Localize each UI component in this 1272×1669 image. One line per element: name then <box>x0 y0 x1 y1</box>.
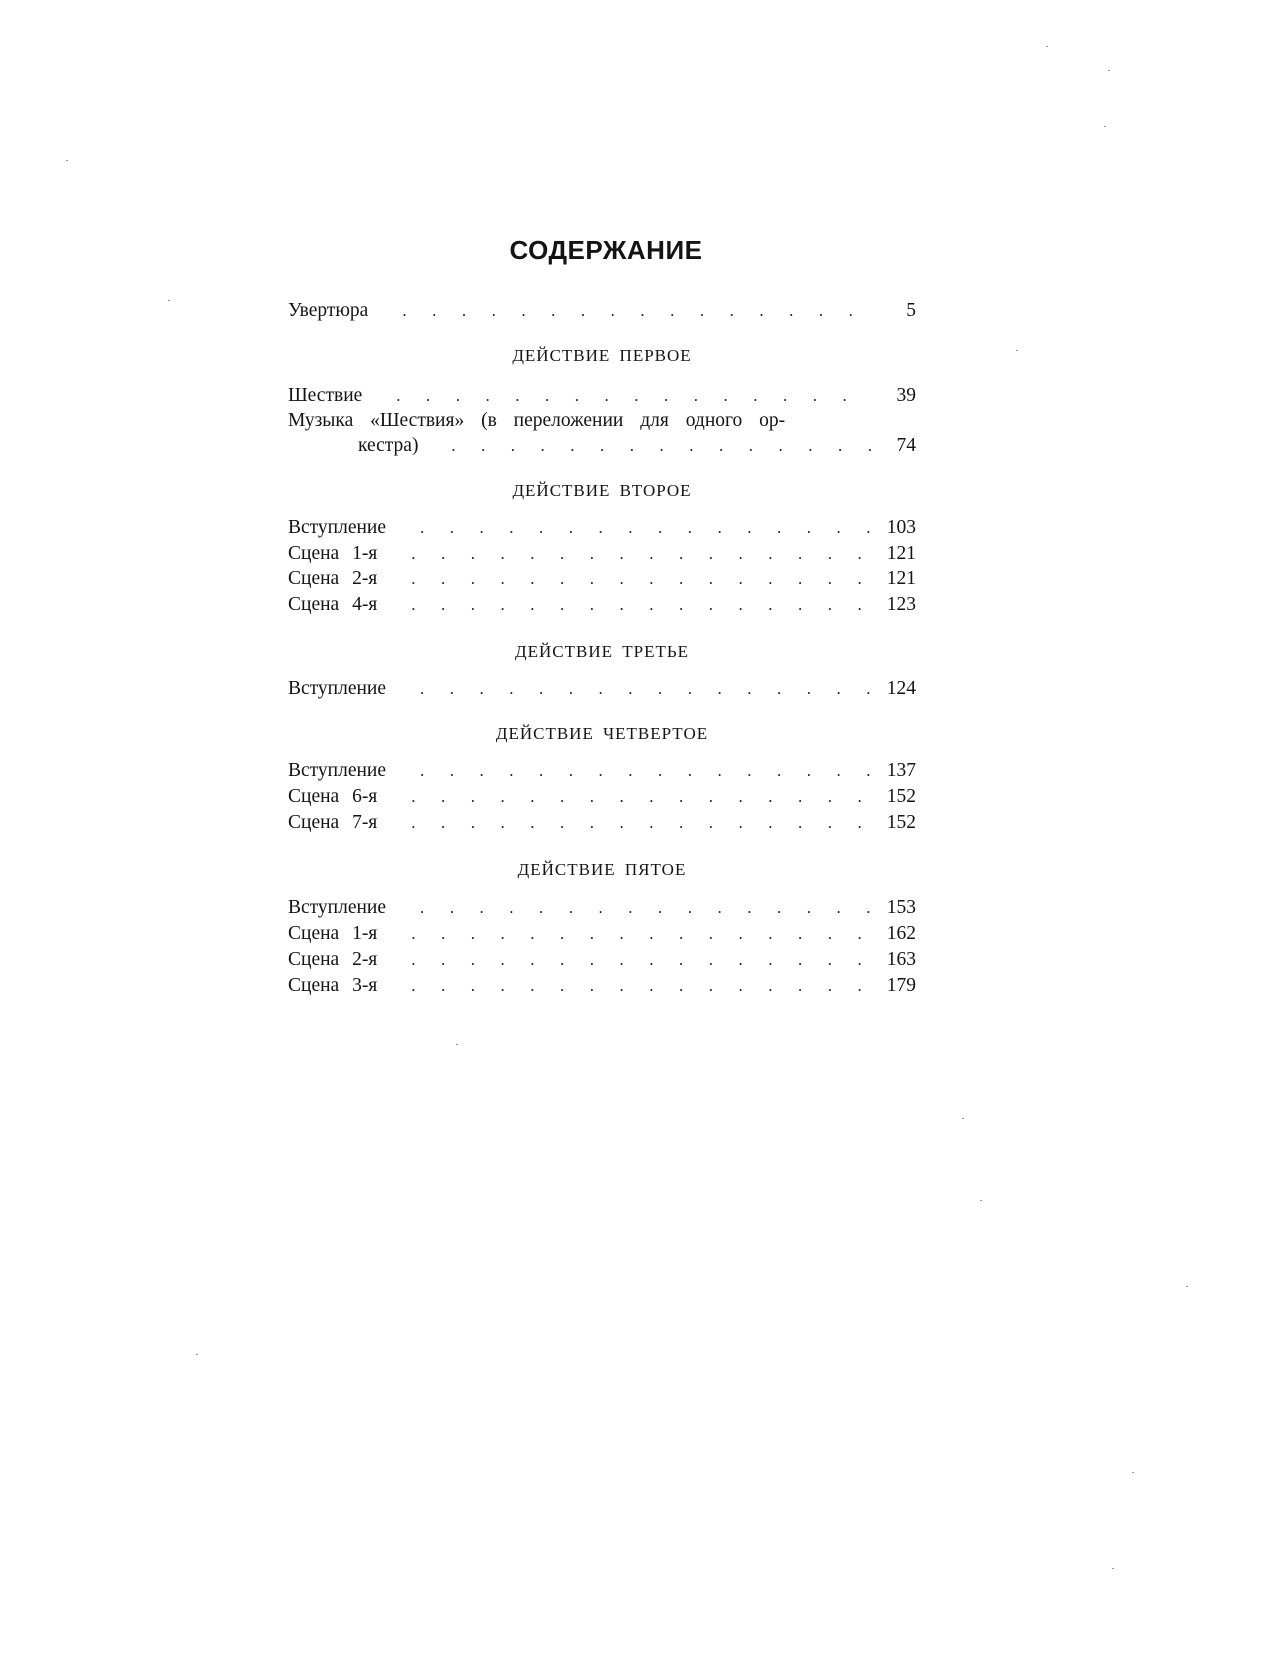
scan-speck <box>1112 1568 1114 1569</box>
dot-leader <box>420 895 872 921</box>
scan-speck <box>168 300 170 301</box>
act-heading-1: ДЕЙСТВИЕ ПЕРВОЕ <box>512 346 692 365</box>
dot-leader <box>396 383 872 409</box>
toc-entry[interactable] <box>288 541 916 567</box>
entry-label: Сцена 2-я <box>288 949 378 970</box>
entry-page-number: 162 <box>886 923 916 944</box>
dot-leader <box>452 433 872 459</box>
entry-label: Увертюра <box>288 300 369 321</box>
entry-page-number: 123 <box>886 594 916 615</box>
act-heading-2: ДЕЙСТВИЕ ВТОРОЕ <box>512 481 692 500</box>
entry-label: Вступление <box>288 897 387 918</box>
entry-label: Сцена 1-я <box>288 923 378 944</box>
entry-label: Сцена 3-я <box>288 975 378 996</box>
entry-page-number: 74 <box>896 435 916 456</box>
dot-leader <box>411 784 872 810</box>
scan-speck <box>1016 350 1018 351</box>
entry-label: Сцена 4-я <box>288 594 378 615</box>
toc-entry[interactable] <box>288 784 916 810</box>
entry-page-number: 137 <box>886 760 916 781</box>
dot-leader <box>411 592 872 618</box>
entry-page-number: 152 <box>886 786 916 807</box>
toc-entry-wrapped-continuation[interactable] <box>288 433 916 459</box>
entry-page-number: 163 <box>886 949 916 970</box>
entry-label: Сцена 1-я <box>288 543 378 564</box>
dot-leader <box>402 298 872 324</box>
scan-speck <box>196 1354 198 1355</box>
scan-speck <box>1132 1472 1134 1473</box>
toc-entry[interactable] <box>288 810 916 836</box>
scan-speck <box>1104 126 1106 127</box>
scan-speck <box>1108 70 1110 71</box>
scan-speck <box>1186 1286 1188 1287</box>
entry-page-number: 179 <box>886 975 916 996</box>
entry-page-number: 121 <box>886 543 916 564</box>
entry-label: Вступление <box>288 760 387 781</box>
toc-entry[interactable] <box>288 973 916 999</box>
entry-label: Сцена 6-я <box>288 786 378 807</box>
dot-leader <box>411 973 872 999</box>
toc-entry[interactable] <box>288 921 916 947</box>
entry-page-number: 124 <box>886 678 916 699</box>
toc-entry[interactable] <box>288 676 916 702</box>
dot-leader <box>420 676 872 702</box>
scan-speck <box>1046 46 1048 47</box>
entry-page-number: 39 <box>896 385 916 406</box>
dot-leader <box>411 566 872 592</box>
entry-page-number: 121 <box>886 568 916 589</box>
entry-page-number: 103 <box>886 517 916 538</box>
toc-entry[interactable] <box>288 566 916 592</box>
entry-label: Музыка «Шествия» (в переложении для одного ор- <box>288 410 786 431</box>
toc-entry[interactable] <box>288 895 916 921</box>
entry-label: Сцена 7-я <box>288 812 378 833</box>
scan-speck <box>980 1200 982 1201</box>
entry-label: Шествие <box>288 385 363 406</box>
toc-entry[interactable] <box>288 947 916 973</box>
toc-entry[interactable] <box>288 515 916 541</box>
dot-leader <box>411 541 872 567</box>
dot-leader <box>411 921 872 947</box>
toc-entry[interactable] <box>288 383 916 409</box>
dot-leader <box>420 515 872 541</box>
entry-label: Сцена 2-я <box>288 568 378 589</box>
entry-page-number: 152 <box>886 812 916 833</box>
entry-page-number: 153 <box>886 897 916 918</box>
dot-leader <box>420 758 872 784</box>
dot-leader <box>411 947 872 973</box>
toc-entry-overture[interactable] <box>288 298 916 324</box>
entry-label: Вступление <box>288 517 387 538</box>
scan-speck <box>962 1118 964 1119</box>
scan-speck <box>456 1044 458 1045</box>
dot-leader <box>411 810 872 836</box>
entry-page-number: 5 <box>906 300 916 321</box>
scan-speck <box>66 160 68 161</box>
act-heading-4: ДЕЙСТВИЕ ЧЕТВЕРТОЕ <box>495 724 709 743</box>
toc-entry[interactable] <box>288 758 916 784</box>
act-heading-5: ДЕЙСТВИЕ ПЯТОЕ <box>517 860 687 879</box>
toc-entry[interactable] <box>288 592 916 618</box>
entry-label: Вступление <box>288 678 387 699</box>
page-title: СОДЕРЖАНИЕ <box>509 235 703 266</box>
act-heading-3: ДЕЙСТВИЕ ТРЕТЬЕ <box>515 642 689 661</box>
toc-entry-wrapped-first-line[interactable] <box>288 408 916 434</box>
entry-label-continuation: кестра) <box>358 435 419 456</box>
